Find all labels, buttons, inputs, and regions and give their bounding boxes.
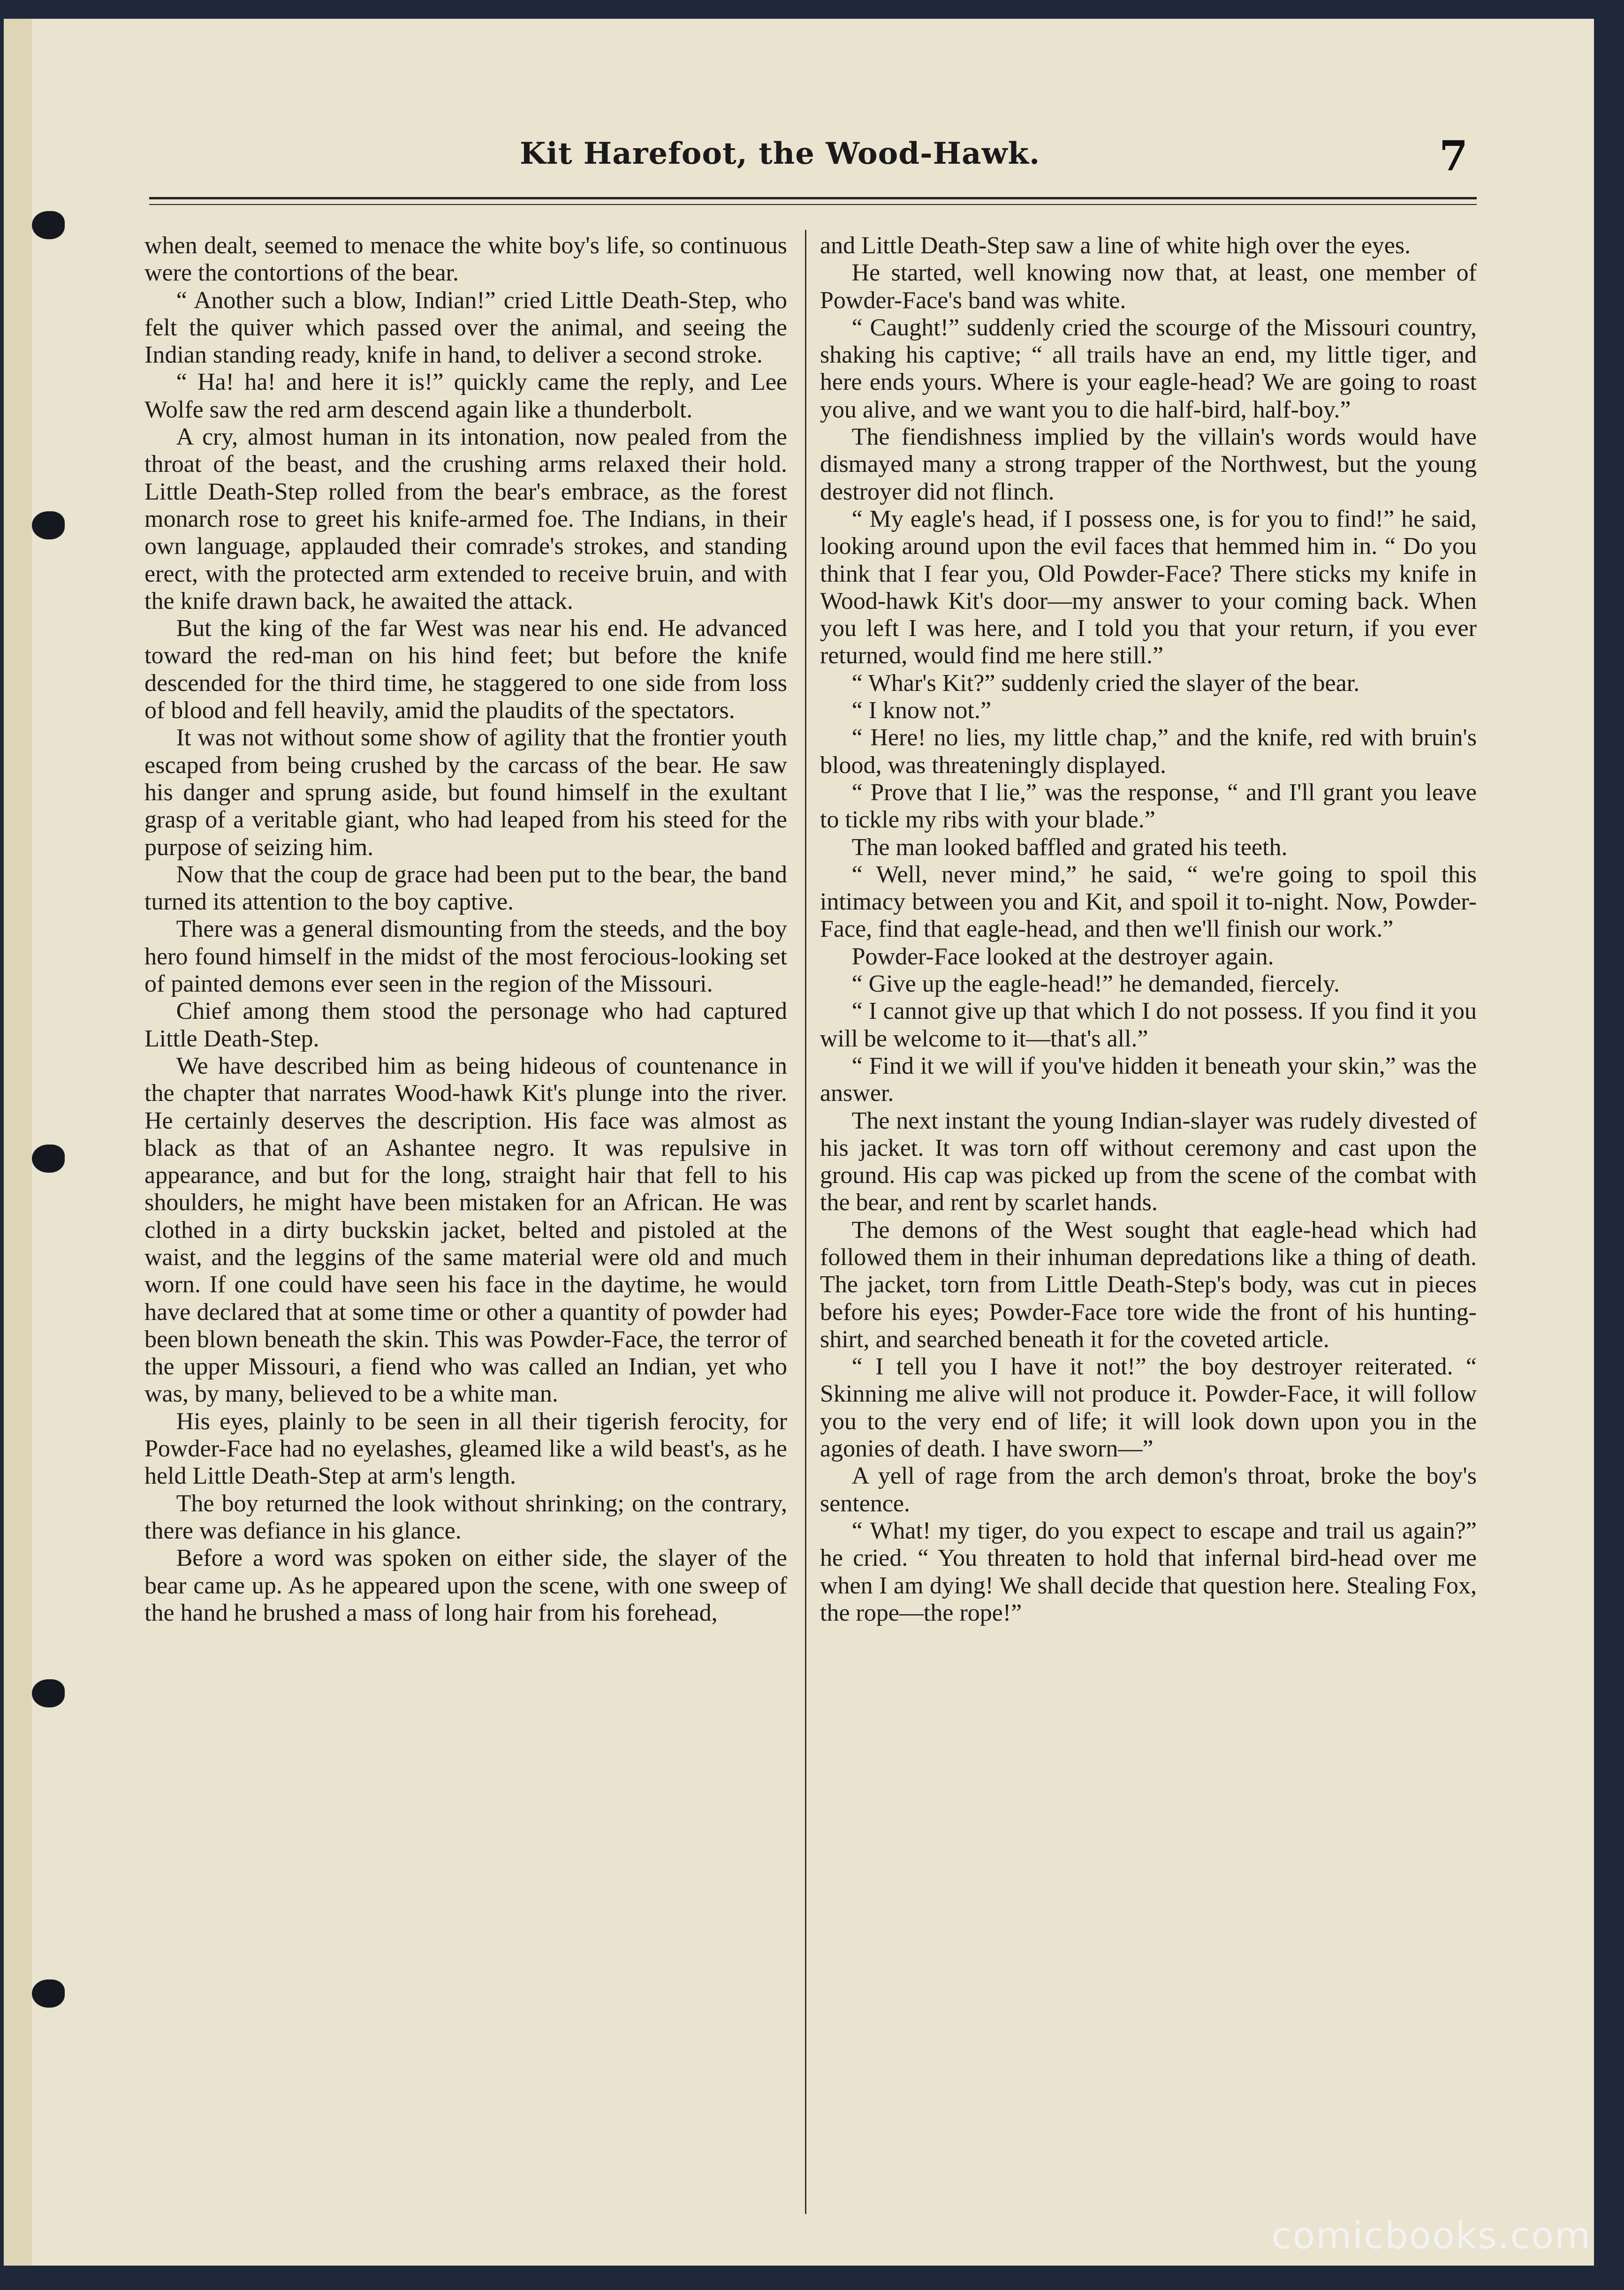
paragraph: A cry, almost human in its intonation, now pealed from the throat of the beast, and the crushing arms relaxed their hold. Little Death-Step rolled from the bear's embrace, as the forest monarch rose to greet his knife-armed foe. The Indians, in their own language, applauded their comrade's strokes, and standing erect, with the protected arm extended to receive bruin, and with the knife drawn back, he awaited the attack. [144,424,787,614]
paragraph: “ My eagle's head, if I possess one, is for you to find!” he said, looking around upon the evil faces that hemmed him in. “ Do you think that I fear you, Old Powder-Face? There sticks my knife in Wood-hawk Kit's door—my answer to your coming back. When you left I was here, and I told you that your return, if you ever returned, would find me here still.” [820,505,1477,669]
left-column [144,232,787,1627]
binding-hole [32,511,65,539]
paragraph: “ Well, never mind,” he said, “ we're going to spoil this intimacy between you and Kit, and spoil it to-night. Now, Powder-Face, find that eagle-head, and then we'll finish our work.” [820,861,1477,943]
paragraph: There was a general dismounting from the steeds, and the boy hero found himself in the midst of the most ferocious-looking set of painted demons ever seen in the region of the Missouri. [144,916,787,998]
binding-hole [32,1979,65,2008]
paragraph: “ Whar's Kit?” suddenly cried the slayer of the bear. [851,669,1360,697]
paragraph: Before a word was spoken on either side, the slayer of the bear came up. As he appeared upon the scene, with one sweep of the hand he brushed a mass of long hair from his forehead, [144,1545,787,1626]
paragraph: The next instant the young Indian-slayer was rudely divested of his jacket. It was torn off without ceremony and cast upon the ground. His cap was picked up from the scene of the combat with the bear, and rent by scarlet hands. [820,1107,1477,1216]
paragraph: “ Ha! ha! and here it is!” quickly came the reply, and Lee Wolfe saw the red arm descend again like a thunderbolt. [144,369,787,423]
paragraph: “ Find it we will if you've hidden it beneath your skin,” was the answer. [820,1052,1477,1107]
paragraph: The man looked baffled and grated his teeth. [851,834,1288,861]
paragraph: when dealt, seemed to menace the white boy's life, so continuous were the contortions of the bear. [144,232,787,287]
paragraph: and Little Death-Step saw a line of white high over the eyes. [820,232,1411,259]
header-rule [149,197,1477,199]
header-rule-thin [149,204,1477,205]
paragraph: “ I tell you I have it not!” the boy destroyer reiterated. “ Skinning me alive will not produce it. Powder-Face, it will follow you to the very end of life; it will look down upon you in the agonies of death. I have sworn—” [820,1353,1477,1463]
page-number: 7 [1439,131,1468,180]
paragraph: “ I know not.” [851,697,992,724]
paragraph: The boy returned the look without shrinking; on the contrary, there was defiance in his glance. [144,1490,787,1544]
binding-hole [32,1145,65,1173]
paragraph: “ Caught!” suddenly cried the scourge of the Missouri country, shaking his captive; “ all trails have an end, my little tiger, and here ends yours. Where is your eagle-head? We are going to roast you alive, and we want you to die half-bird, half-boy.” [820,314,1477,423]
paragraph: His eyes, plainly to be seen in all their tigerish ferocity, for Powder-Face had no eyelashes, gleamed like a wild beast's, as he held Little Death-Step at arm's length. [144,1408,787,1490]
right-column [820,232,1477,1627]
paragraph: “ What! my tiger, do you expect to escape and trail us again?” he cried. “ You threaten to hold that infernal bird-head over me when I am dying! We shall decide that question here. Stealing Fox, the rope—the rope!” [820,1517,1477,1626]
paragraph: “ Prove that I lie,” was the response, “ and I'll grant you leave to tickle my ribs with your blade.” [820,779,1477,834]
binding-hole [32,1679,65,1707]
paragraph: He started, well knowing now that, at least, one member of Powder-Face's band was white. [820,259,1477,314]
paragraph: The demons of the West sought that eagle-head which had followed them in their inhuman depredations like a thing of death. The jacket, torn from Little Death-Step's body, was cut in pieces before his eyes; Powder-Face tore wide the front of his hunting-shirt, and searched beneath it for the coveted article. [820,1216,1477,1353]
column-divider [805,230,806,2214]
paragraph: Powder-Face looked at the destroyer again. [851,943,1274,970]
paragraph: “ Here! no lies, my little chap,” and the knife, red with bruin's blood, was threateningly displayed. [820,724,1477,779]
magazine-page [4,19,1594,2266]
paragraph: It was not without some show of agility that the frontier youth escaped from being crushed by the carcass of the bear. He saw his danger and sprung aside, but found himself in the exultant grasp of a veritable giant, who had leaped from his steed for the purpose of seizing him. [144,724,787,861]
watermark: comicbooks.com [1271,2215,1591,2257]
running-header-title: Kit Harefoot, the Wood-Hawk. [520,136,1040,171]
binding-hole [32,211,65,239]
paragraph: We have described him as being hideous of countenance in the chapter that narrates Wood-hawk Kit's plunge into the river. He certainly deserves the description. His face was almost as black as that of an Ashantee negro. It was repulsive in appearance, and but for the long, straight hair that fell to his shoulders, he might have been mistaken for an African. He was clothed in a dirty buckskin jacket, belted and pistoled at the waist, and the leggins of the same material were old and much worn. If one could have seen his face in the daytime, he would have declared that at some time or other a quantity of powder had been blown beneath the skin. This was Powder-Face, the terror of the upper Missouri, a fiend who was called an Indian, yet who was, by many, believed to be a white man. [144,1052,787,1408]
paragraph: Now that the coup de grace had been put to the bear, the band turned its attention to the boy captive. [144,861,787,916]
paragraph: A yell of rage from the arch demon's throat, broke the boy's sentence. [820,1463,1477,1517]
paragraph: “ Another such a blow, Indian!” cried Little Death-Step, who felt the quiver which passed over the animal, and seeing the Indian standing ready, knife in hand, to deliver a second stroke. [144,287,787,369]
paragraph: “ Give up the eagle-head!” he demanded, fiercely. [851,971,1340,998]
paragraph: “ I cannot give up that which I do not possess. If you find it you will be welcome to it—that's all.” [820,998,1477,1052]
paragraph: Chief among them stood the personage who had captured Little Death-Step. [144,998,787,1052]
paragraph: But the king of the far West was near his end. He advanced toward the red-man on his hind feet; but before the knife descended for the third time, he staggered to one side from loss of blood and fell heavily, amid the plaudits of the spectators. [144,615,787,724]
paragraph: The fiendishness implied by the villain's words would have dismayed many a strong trapper of the Northwest, but the young destroyer did not flinch. [820,424,1477,505]
